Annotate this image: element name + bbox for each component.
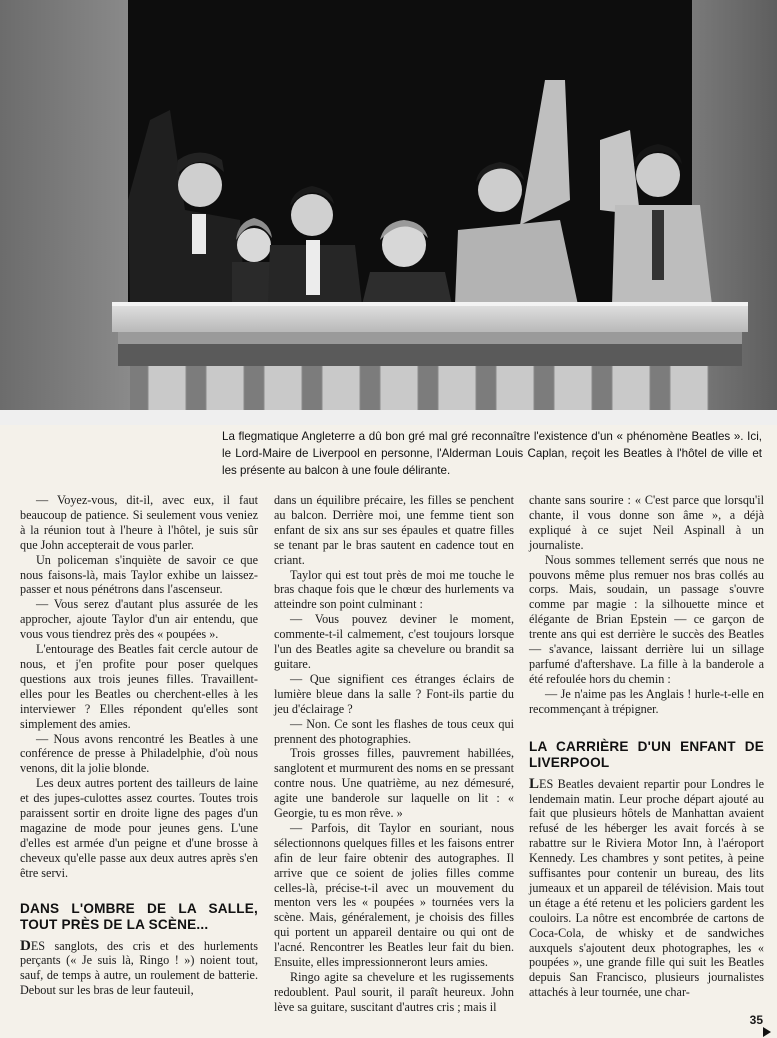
paragraph: Les deux autres portent des tailleurs de laine et des jupes-culottes assez courtes. Toutes trois paraissent sortir en droite ligne des pages d'un magazine de mode pour jeunes gens. L'une d'elles est armée d'un peigne et d'une brosse à cheveux qu'elle passe aux deux autres après s'en être servi. [20,776,258,880]
drop-cap: L [529,775,540,792]
paragraph: Nous sommes tellement serrés que nous ne pouvons même plus remuer nos bras collés au corps. Mais, soudain, un passage s'ouvre comme par magie : la silhouette mince et élégante de Brian Epstein — ce garçon de trente ans qui est derrière le succès des Beatles — s'avance, laissant derrière lui un sillage parfumé d'aftershave. La fille à la banderole a été refoulée hors du chemin : [529,552,764,686]
continued-arrow-icon [763,1027,771,1037]
page-number: 35 [749,1013,763,1027]
paragraph: Trois grosses filles, pauvrement habillées, sanglotent et murmurent des noms en se pressant contre nous. Une quatrième, au nez démesuré, agite une banderole sur laquelle on lit : « Georgie, tu es mon rêve. » [274,746,514,821]
section-heading: DANS L'OMBRE DE LA SALLE, TOUT PRÈS DE LA SCÈNE... [20,900,258,932]
paragraph: Ringo agite sa chevelure et les rugissements redoublent. Paul sourit, il paraît heureux. John lève sa guitare, suscitant d'autres cris ; mais il [274,970,514,1014]
paragraph: dans un équilibre précaire, les filles se penchent au balcon. Derrière moi, une femme tient son enfant de six ans sur ses épaules et quatre filles se tenant par le bras sautent en cadence tout en criant. [274,493,514,567]
paragraph-text: ES Beatles devaient repartir pour Londres le lendemain matin. Leur proche départ ajouté au fait que plusieurs hôtels de Manhattan avaient refusé de les héberger les avait forcés à se rabattre sur le Riviera Motor Inn, à l'aéroport Kennedy. Les chambres y sont petites, à peine suffisantes pour contenir un bureau, des lits jumeaux et un appareil de télévision. Mais tout un étage a été retenu et les policiers gardent les couloirs. La nôtre est encombrée de cartons de Coca-Cola, de whisky et de sandwiches auxquels s'ajoutent deux photographes, les « poupées », une grande fille qui suit les Beatles depuis San Francisco, plusieurs journalistes attachés à leur tournée, une char- [529,776,764,1000]
paragraph: chante sans sourire : « C'est parce que lorsqu'il chante, il vous donne son âme », a déjà expliqué à ce sujet Neil Aspinall à un journaliste. [529,493,764,552]
paragraph: — Non. Ce sont les flashes de tous ceux qui prennent des photographies. [274,716,514,746]
article-column-2 [274,493,514,1015]
paragraph: — Vous pouvez deviner le moment, commente-t-il calmement, c'est toujours lorsque l'un des Beatles agite sa chevelure ou brandit sa guitare. [274,612,514,671]
paragraph: — Vous serez d'autant plus assurée de les approcher, ajoute Taylor d'un air entendu, que vous vous tiendrez près des « poupées ». [20,597,258,642]
paragraph-text: ES sanglots, des cris et des hurlements perçants (« Je suis là, Ringo ! ») noient tout, sauf, de temps à autre, un roulement de batterie. Debout sur les bras de leur fauteuil, [20,938,258,998]
paragraph: — Voyez-vous, dit-il, avec eux, il faut beaucoup de patience. Si seulement vous veniez à la réunion tout à l'heure à l'hôtel, je suis sûr que John accepterait de vous parler. [20,493,258,552]
balcony-photo [0,0,777,425]
section-heading: LA CARRIÈRE D'UN ENFANT DE LIVERPOOL [529,738,764,770]
paragraph: — Parfois, dit Taylor en souriant, nous sélectionnons quelques filles et les faisons entrer afin de leur faire obtenir des autographes. Il arrive que ce soient de jolies filles comme celles-là, précise-t-il avec un mouvement du menton vers les « poupées » tournées vers la scène. Mais, généralement, je choisis des filles qui portent un appareil dentaire ou qui ont de l'acné. Rencontrer les Beatles leur fait du bien. Ensuite, elles impressionneront leurs amies. [274,820,514,970]
paragraph [529,777,764,1001]
paragraph: Taylor qui est tout près de moi me touche le bras chaque fois que le chœur des hurlements va atteindre son point culminant : [274,567,514,612]
paragraph: — Que signifient ces étranges éclairs de lumière bleue dans la salle ? Font-ils partie du jeu d'éclairage ? [274,671,514,716]
paragraph: — Je n'aime pas les Anglais ! hurle-t-elle en recommençant à trépigner. [529,686,764,716]
paragraph: Un policeman s'inquiète de savoir ce que nous faisons-là, mais Taylor exhibe un laissez-passer et nous pénétrons dans l'ascenseur. [20,552,258,597]
paragraph: L'entourage des Beatles fait cercle autour de nous, et j'en profite pour poser quelques questions aux trois jeunes filles. Travaillent-elles pour les Beatles ou cherchent-elles à les interviewer ? Elles répondent qu'elles sont simplement des amies. [20,642,258,731]
paragraph: — Nous avons rencontré les Beatles à une conférence de presse à Philadelphie, d'où nous venons, dit la jolie blonde. [20,731,258,776]
paragraph [20,939,258,999]
photo-caption: La flegmatique Angleterre a dû bon gré mal gré reconnaître l'existence d'un « phénomène Beatles ». Ici, le Lord-Maire de Liverpool en personne, l'Alderman Louis Caplan, reçoit les Beatles à l'hôtel de ville et les présente au balcon à une foule délirante. [222,430,762,477]
article-column-3 [529,493,764,1000]
article-column-1 [20,493,258,998]
drop-cap: D [20,937,31,954]
